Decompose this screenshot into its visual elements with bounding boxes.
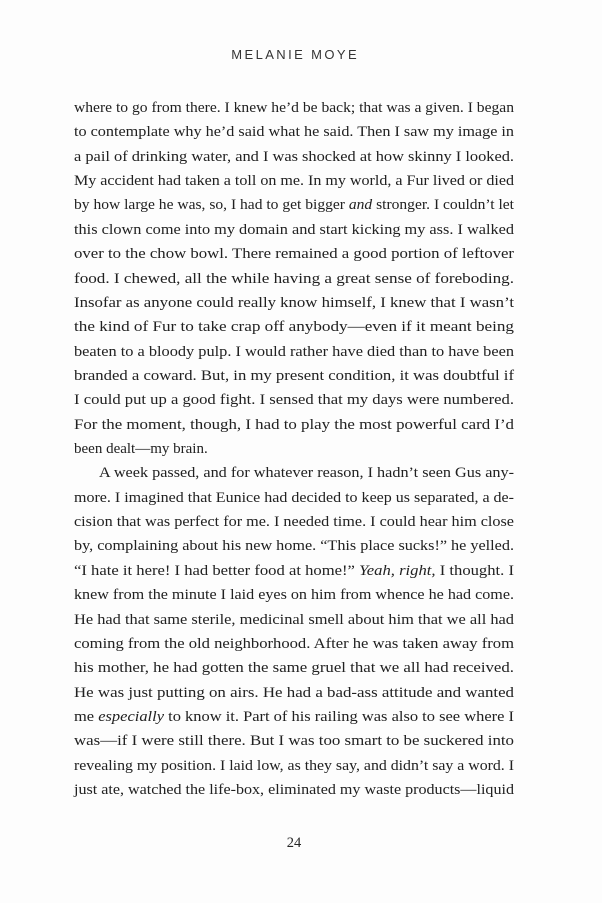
text-line-content: revealing my position. I laid low, as they say, and didn’t say a word. I bbox=[74, 757, 514, 774]
text-line-content: I could put up a good fight. I sensed that my days were numbered. bbox=[74, 392, 514, 409]
text-line-content: coming from the old neighborhood. After he was taken away from bbox=[74, 635, 514, 652]
text-line bbox=[74, 96, 514, 120]
text-line bbox=[74, 413, 514, 437]
text-line bbox=[74, 315, 514, 339]
text-line bbox=[74, 169, 514, 193]
text-line-content: A week passed, and for whatever reason, I hadn’t seen Gus any- bbox=[99, 465, 514, 482]
text-line-content: just ate, watched the life-box, eliminated my waste products—liquid bbox=[74, 782, 514, 799]
text-line bbox=[74, 608, 514, 632]
text-line bbox=[74, 291, 514, 315]
text-line bbox=[74, 681, 514, 705]
text-line bbox=[74, 632, 514, 656]
text-line bbox=[74, 656, 514, 680]
text-line bbox=[74, 534, 514, 558]
text-line-content: He had that same sterile, medicinal smell about him that we all had bbox=[74, 611, 514, 628]
text-line-content: his mother, he had gotten the same gruel that we all had received. bbox=[74, 660, 514, 677]
text-line-content: “I hate it here! I had better food at home!” Yeah, right, I thought. I bbox=[74, 562, 514, 579]
text-line bbox=[74, 705, 514, 729]
text-line-content: Insofar as anyone could really know himself, I knew that I wasn’t bbox=[74, 294, 514, 311]
text-line bbox=[74, 461, 514, 485]
text-line bbox=[74, 437, 514, 461]
text-line bbox=[74, 754, 514, 778]
text-line bbox=[74, 729, 514, 753]
text-line-content: My accident had taken a toll on me. In my world, a Fur lived or died bbox=[74, 173, 514, 190]
text-line-content: over to the chow bowl. There remained a good portion of leftover bbox=[74, 246, 514, 263]
text-line-content: knew from the minute I laid eyes on him from whence he had come. bbox=[74, 587, 514, 604]
text-line bbox=[74, 778, 514, 802]
text-line-content: more. I imagined that Eunice had decided to keep us separated, a de- bbox=[74, 489, 514, 506]
text-line bbox=[74, 145, 514, 169]
running-head: MELANIE MOYE bbox=[231, 47, 360, 62]
text-line-content: to contemplate why he’d said what he said. Then I saw my image in bbox=[74, 124, 514, 141]
text-line-content: a pail of drinking water, and I was shocked at how skinny I looked. bbox=[74, 148, 514, 165]
text-line bbox=[74, 486, 514, 510]
text-line-content: food. I chewed, all the while having a great sense of foreboding. bbox=[74, 270, 514, 287]
body-text bbox=[74, 96, 514, 802]
text-line-content: branded a coward. But, in my present condition, it was doubtful if bbox=[74, 367, 514, 384]
text-line-content: cision that was perfect for me. I needed time. I could hear him close bbox=[74, 514, 514, 531]
text-line-content: where to go from there. I knew he’d be back; that was a given. I began bbox=[74, 100, 514, 116]
text-line-content: this clown come into my domain and start kicking my ass. I walked bbox=[74, 221, 514, 238]
text-line bbox=[74, 120, 514, 144]
text-line-content: For the moment, though, I had to play the most powerful card I’d bbox=[74, 416, 514, 433]
text-line bbox=[74, 364, 514, 388]
text-line-content: was—if I were still there. But I was too smart to be suckered into bbox=[74, 733, 514, 750]
text-line bbox=[74, 340, 514, 364]
text-line-content: been dealt—my brain. bbox=[74, 441, 208, 458]
page-number: 24 bbox=[286, 835, 302, 851]
text-line-content: by how large he was, so, I had to get bigger and stronger. I couldn’t let bbox=[74, 197, 514, 214]
text-line bbox=[74, 267, 514, 291]
text-line bbox=[74, 510, 514, 534]
text-line bbox=[74, 559, 514, 583]
text-line bbox=[74, 583, 514, 607]
text-line-content: beaten to a bloody pulp. I would rather have died than to have been bbox=[74, 343, 514, 360]
text-line bbox=[74, 242, 514, 266]
text-line-content: me especially to know it. Part of his railing was also to see where I bbox=[74, 708, 514, 725]
text-line-content: by, complaining about his new home. “This place sucks!” he yelled. bbox=[74, 538, 514, 555]
text-line bbox=[74, 388, 514, 412]
text-line bbox=[74, 193, 514, 217]
text-line-content: He was just putting on airs. He had a bad-ass attitude and wanted bbox=[74, 684, 514, 701]
text-line bbox=[74, 218, 514, 242]
text-line-content: the kind of Fur to take crap off anybody—even if it meant being bbox=[74, 319, 514, 336]
